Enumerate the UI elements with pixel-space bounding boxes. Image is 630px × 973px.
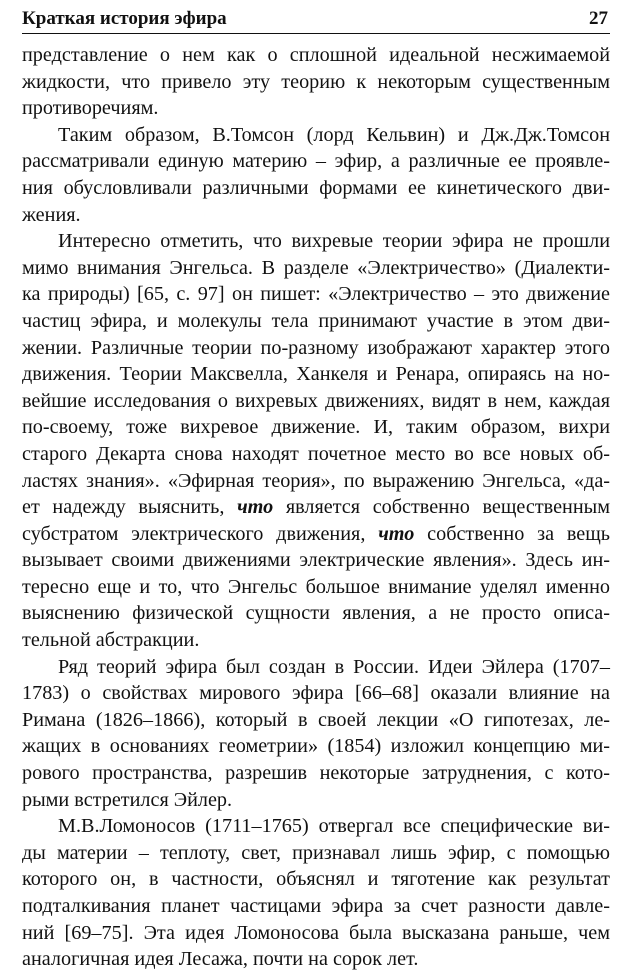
- running-header: [22, 6, 610, 34]
- text-line: частиц эфира, и молекулы тела принимают участие в этом дви-: [22, 309, 610, 332]
- text-line: 1783) о свойствах мирового эфира [66–68] оказали влияние на: [22, 682, 610, 705]
- emphasis-word: что: [378, 522, 415, 545]
- text-line: движения. Теории Максвелла, Ханкеля и Ренара, опираясь на но-: [22, 363, 610, 386]
- text-line: жении. Различные теории по-разному изображают характер этого: [22, 336, 610, 359]
- text-segment: собственно за вещь: [427, 522, 611, 545]
- text-line: противоречиям.: [22, 97, 159, 120]
- text-line: [22, 494, 610, 521]
- text-line: подталкивания планет частицами эфира за счет разности давле-: [22, 895, 610, 917]
- text-line: ластях знания». «Эфирная теория», по выражению Энгельса, «да-: [22, 469, 610, 492]
- running-title: Краткая история эфира: [22, 8, 227, 29]
- text-line: жидкости, что привело эту теорию к некоторым существенным: [22, 70, 610, 93]
- text-line: аналогичная идея Лесажа, почти на сорок лет.: [22, 948, 419, 971]
- text-line: мимо внимания Энгельса. В разделе «Электричество» (Диалекти-: [22, 256, 610, 279]
- text-segment: субстратом электрического движения,: [22, 522, 366, 545]
- emphasis-word: что: [237, 496, 274, 519]
- text-segment: ет надежду выяснить,: [22, 496, 225, 519]
- text-line: тельной абстракции.: [22, 629, 200, 652]
- text-line: вызывает своими движениями электрические явления». Здесь ин-: [22, 549, 610, 572]
- text-line: рыми встретился Эйлер.: [22, 788, 233, 811]
- text-line: ды материи – теплоту, свет, признавал лишь эфир, с помощью: [22, 841, 610, 864]
- text-line: Римана (1826–1866), который в своей лекции «О гипотезах, ле-: [22, 708, 610, 731]
- text-line: Интересно отметить, что вихревые теории эфира не прошли: [58, 230, 610, 253]
- text-line: рассматривали единую материю – эфир, а различные ее проявле-: [22, 150, 610, 173]
- body-text: [22, 42, 610, 973]
- text-line: М.В.Ломоносов (1711–1765) отвергал все специфические ви-: [58, 815, 610, 838]
- text-segment: является собственно вещественным: [285, 496, 611, 519]
- text-line: жащих в основаниях геометрии» (1854) изложил концепцию ми-: [22, 735, 610, 758]
- text-line: жения.: [22, 203, 81, 226]
- text-line: которого он, в частности, объяснял и тяготение как результат: [22, 868, 610, 891]
- text-line: ка природы) [65, с. 97] он пишет: «Электричество – это движение: [22, 283, 610, 306]
- text-line: представление о нем как о сплошной идеальной несжимаемой: [22, 44, 610, 66]
- text-line: ний [69–75]. Эта идея Ломоносова была высказана раньше, чем: [22, 921, 610, 944]
- book-page: [22, 6, 610, 973]
- text-line: Таким образом, В.Томсон (лорд Кельвин) и Дж.Дж.Томсон: [58, 123, 610, 146]
- text-line: тересно еще и то, что Энгельс большое внимание уделял именно: [22, 575, 610, 598]
- text-line: [22, 521, 610, 548]
- text-line: ния обусловливали различными формами ее кинетического дви-: [22, 176, 610, 199]
- text-line: по-своему, тоже вихревое движение. И, таким образом, вихри: [22, 416, 610, 439]
- text-line: Ряд теорий эфира был создан в России. Идеи Эйлера (1707–: [58, 655, 610, 678]
- text-line: рового пространства, разрешив некоторые затруднения, с кото-: [22, 762, 610, 785]
- text-line: выяснению физической сущности явления, а не просто описа-: [22, 602, 610, 625]
- page-number: 27: [589, 8, 608, 29]
- text-line: старого Декарта снова находят почетное место во все новых об-: [22, 442, 610, 465]
- text-line: вейшие исследования о вихревых движениях, видят в нем, каждая: [22, 389, 610, 412]
